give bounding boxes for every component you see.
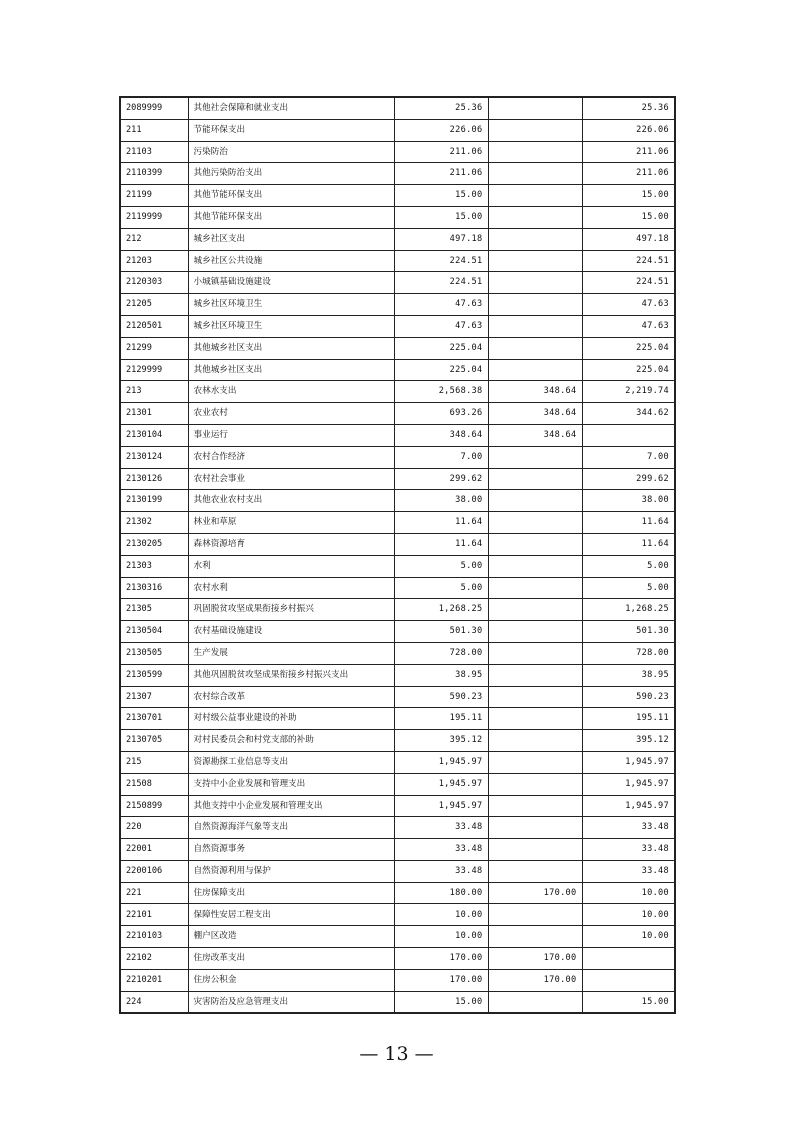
cell-total: 25.36 bbox=[394, 97, 488, 119]
cell-basic bbox=[488, 446, 582, 468]
cell-basic bbox=[488, 315, 582, 337]
cell-total: 11.64 bbox=[394, 533, 488, 555]
cell-code: 2130505 bbox=[120, 642, 188, 664]
cell-project: 1,945.97 bbox=[582, 773, 675, 795]
cell-basic: 348.64 bbox=[488, 424, 582, 446]
cell-name: 农林水支出 bbox=[188, 381, 394, 403]
cell-name: 其他巩固脱贫攻坚成果衔接乡村振兴支出 bbox=[188, 664, 394, 686]
cell-basic bbox=[488, 250, 582, 272]
cell-name: 其他节能环保支出 bbox=[188, 206, 394, 228]
cell-total: 38.00 bbox=[394, 490, 488, 512]
cell-name: 城乡社区环境卫生 bbox=[188, 294, 394, 316]
cell-project: 224.51 bbox=[582, 250, 675, 272]
cell-basic bbox=[488, 926, 582, 948]
cell-code: 2089999 bbox=[120, 97, 188, 119]
table-row bbox=[120, 882, 675, 904]
cell-code: 2119999 bbox=[120, 206, 188, 228]
cell-project: 15.00 bbox=[582, 206, 675, 228]
cell-name: 森林资源培育 bbox=[188, 533, 394, 555]
cell-project bbox=[582, 969, 675, 991]
cell-basic bbox=[488, 141, 582, 163]
cell-project: 225.04 bbox=[582, 359, 675, 381]
table-row bbox=[120, 555, 675, 577]
cell-name: 对村民委员会和村党支部的补助 bbox=[188, 730, 394, 752]
cell-code: 2130126 bbox=[120, 468, 188, 490]
cell-total: 170.00 bbox=[394, 969, 488, 991]
cell-total: 33.48 bbox=[394, 860, 488, 882]
cell-code: 21305 bbox=[120, 599, 188, 621]
cell-basic bbox=[488, 294, 582, 316]
cell-project: 299.62 bbox=[582, 468, 675, 490]
cell-basic bbox=[488, 97, 582, 119]
cell-total: 211.06 bbox=[394, 163, 488, 185]
cell-name: 其他节能环保支出 bbox=[188, 185, 394, 207]
table-row bbox=[120, 817, 675, 839]
table-row bbox=[120, 424, 675, 446]
cell-project: 2,219.74 bbox=[582, 381, 675, 403]
cell-basic bbox=[488, 359, 582, 381]
cell-basic bbox=[488, 621, 582, 643]
cell-project: 1,945.97 bbox=[582, 795, 675, 817]
cell-name: 其他城乡社区支出 bbox=[188, 359, 394, 381]
cell-code: 2200106 bbox=[120, 860, 188, 882]
table-row bbox=[120, 533, 675, 555]
table-row bbox=[120, 839, 675, 861]
table-row bbox=[120, 403, 675, 425]
cell-total: 1,945.97 bbox=[394, 773, 488, 795]
cell-project: 25.36 bbox=[582, 97, 675, 119]
cell-basic bbox=[488, 773, 582, 795]
table-row bbox=[120, 250, 675, 272]
cell-basic bbox=[488, 228, 582, 250]
table-row bbox=[120, 948, 675, 970]
table-row bbox=[120, 642, 675, 664]
cell-basic: 170.00 bbox=[488, 969, 582, 991]
cell-name: 其他污染防治支出 bbox=[188, 163, 394, 185]
table-row bbox=[120, 381, 675, 403]
table-row bbox=[120, 621, 675, 643]
cell-name: 农村合作经济 bbox=[188, 446, 394, 468]
cell-project: 590.23 bbox=[582, 686, 675, 708]
cell-name: 自然资源利用与保护 bbox=[188, 860, 394, 882]
cell-project: 211.06 bbox=[582, 163, 675, 185]
cell-basic bbox=[488, 490, 582, 512]
cell-total: 33.48 bbox=[394, 817, 488, 839]
cell-project: 395.12 bbox=[582, 730, 675, 752]
cell-name: 林业和草原 bbox=[188, 512, 394, 534]
table-row bbox=[120, 359, 675, 381]
cell-basic: 348.64 bbox=[488, 381, 582, 403]
cell-total: 15.00 bbox=[394, 991, 488, 1013]
cell-name: 污染防治 bbox=[188, 141, 394, 163]
cell-project: 497.18 bbox=[582, 228, 675, 250]
table-row bbox=[120, 294, 675, 316]
cell-name: 城乡社区公共设施 bbox=[188, 250, 394, 272]
cell-name: 农业农村 bbox=[188, 403, 394, 425]
cell-code: 2130199 bbox=[120, 490, 188, 512]
cell-code: 21301 bbox=[120, 403, 188, 425]
cell-name: 小城镇基础设施建设 bbox=[188, 272, 394, 294]
cell-project: 1,268.25 bbox=[582, 599, 675, 621]
cell-total: 1,945.97 bbox=[394, 751, 488, 773]
cell-project: 10.00 bbox=[582, 926, 675, 948]
cell-code: 21199 bbox=[120, 185, 188, 207]
cell-basic bbox=[488, 206, 582, 228]
cell-code: 21307 bbox=[120, 686, 188, 708]
page-number: — 13 — bbox=[359, 1043, 434, 1065]
cell-total: 38.95 bbox=[394, 664, 488, 686]
cell-total: 225.04 bbox=[394, 337, 488, 359]
cell-project: 47.63 bbox=[582, 294, 675, 316]
cell-name: 自然资源海洋气象等支出 bbox=[188, 817, 394, 839]
cell-code: 21299 bbox=[120, 337, 188, 359]
cell-project: 5.00 bbox=[582, 577, 675, 599]
table-row bbox=[120, 751, 675, 773]
cell-basic bbox=[488, 991, 582, 1013]
cell-project: 33.48 bbox=[582, 817, 675, 839]
cell-code: 2120501 bbox=[120, 315, 188, 337]
cell-project: 15.00 bbox=[582, 185, 675, 207]
cell-project: 195.11 bbox=[582, 708, 675, 730]
cell-total: 47.63 bbox=[394, 315, 488, 337]
cell-basic bbox=[488, 185, 582, 207]
cell-name: 住房改革支出 bbox=[188, 948, 394, 970]
cell-project: 211.06 bbox=[582, 141, 675, 163]
cell-project: 10.00 bbox=[582, 904, 675, 926]
cell-code: 2130316 bbox=[120, 577, 188, 599]
table-row bbox=[120, 315, 675, 337]
cell-name: 生产发展 bbox=[188, 642, 394, 664]
cell-total: 226.06 bbox=[394, 119, 488, 141]
cell-basic bbox=[488, 555, 582, 577]
cell-project: 225.04 bbox=[582, 337, 675, 359]
cell-code: 220 bbox=[120, 817, 188, 839]
cell-project: 38.00 bbox=[582, 490, 675, 512]
cell-code: 2129999 bbox=[120, 359, 188, 381]
cell-basic bbox=[488, 468, 582, 490]
cell-code: 2210201 bbox=[120, 969, 188, 991]
cell-name: 城乡社区环境卫生 bbox=[188, 315, 394, 337]
cell-code: 2130701 bbox=[120, 708, 188, 730]
cell-basic bbox=[488, 599, 582, 621]
cell-code: 22102 bbox=[120, 948, 188, 970]
cell-name: 农村水利 bbox=[188, 577, 394, 599]
table-row bbox=[120, 206, 675, 228]
cell-project: 38.95 bbox=[582, 664, 675, 686]
table-row bbox=[120, 163, 675, 185]
cell-basic bbox=[488, 817, 582, 839]
cell-name: 巩固脱贫攻坚成果衔接乡村振兴 bbox=[188, 599, 394, 621]
cell-project: 728.00 bbox=[582, 642, 675, 664]
cell-project: 7.00 bbox=[582, 446, 675, 468]
cell-basic bbox=[488, 686, 582, 708]
cell-code: 21203 bbox=[120, 250, 188, 272]
cell-code: 21302 bbox=[120, 512, 188, 534]
cell-code: 212 bbox=[120, 228, 188, 250]
cell-basic bbox=[488, 642, 582, 664]
cell-name: 住房公积金 bbox=[188, 969, 394, 991]
cell-basic bbox=[488, 533, 582, 555]
cell-basic bbox=[488, 664, 582, 686]
cell-basic bbox=[488, 708, 582, 730]
cell-code: 22101 bbox=[120, 904, 188, 926]
budget-table bbox=[119, 96, 676, 1014]
cell-total: 10.00 bbox=[394, 904, 488, 926]
cell-total: 501.30 bbox=[394, 621, 488, 643]
cell-name: 支持中小企业发展和管理支出 bbox=[188, 773, 394, 795]
cell-basic bbox=[488, 272, 582, 294]
cell-name: 其他城乡社区支出 bbox=[188, 337, 394, 359]
cell-total: 693.26 bbox=[394, 403, 488, 425]
table-row bbox=[120, 119, 675, 141]
table-row bbox=[120, 664, 675, 686]
cell-total: 7.00 bbox=[394, 446, 488, 468]
table-row bbox=[120, 468, 675, 490]
cell-project: 15.00 bbox=[582, 991, 675, 1013]
cell-basic: 170.00 bbox=[488, 882, 582, 904]
cell-code: 221 bbox=[120, 882, 188, 904]
cell-basic bbox=[488, 577, 582, 599]
cell-total: 47.63 bbox=[394, 294, 488, 316]
table-row bbox=[120, 795, 675, 817]
cell-name: 事业运行 bbox=[188, 424, 394, 446]
table-row bbox=[120, 926, 675, 948]
cell-basic bbox=[488, 904, 582, 926]
cell-total: 395.12 bbox=[394, 730, 488, 752]
cell-code: 2210103 bbox=[120, 926, 188, 948]
cell-project: 11.64 bbox=[582, 533, 675, 555]
cell-total: 348.64 bbox=[394, 424, 488, 446]
table-row bbox=[120, 969, 675, 991]
table-row bbox=[120, 228, 675, 250]
table-row bbox=[120, 686, 675, 708]
cell-project: 11.64 bbox=[582, 512, 675, 534]
cell-basic bbox=[488, 751, 582, 773]
cell-total: 11.64 bbox=[394, 512, 488, 534]
cell-name: 对村级公益事业建设的补助 bbox=[188, 708, 394, 730]
cell-project: 33.48 bbox=[582, 839, 675, 861]
cell-name: 其他农业农村支出 bbox=[188, 490, 394, 512]
cell-total: 299.62 bbox=[394, 468, 488, 490]
cell-total: 590.23 bbox=[394, 686, 488, 708]
cell-name: 节能环保支出 bbox=[188, 119, 394, 141]
cell-code: 21103 bbox=[120, 141, 188, 163]
cell-code: 2130705 bbox=[120, 730, 188, 752]
table-row bbox=[120, 272, 675, 294]
cell-code: 224 bbox=[120, 991, 188, 1013]
table-row bbox=[120, 599, 675, 621]
cell-total: 170.00 bbox=[394, 948, 488, 970]
cell-code: 2110399 bbox=[120, 163, 188, 185]
cell-basic bbox=[488, 730, 582, 752]
cell-total: 180.00 bbox=[394, 882, 488, 904]
cell-basic bbox=[488, 119, 582, 141]
cell-project: 1,945.97 bbox=[582, 751, 675, 773]
cell-name: 农村综合改革 bbox=[188, 686, 394, 708]
cell-name: 城乡社区支出 bbox=[188, 228, 394, 250]
cell-total: 225.04 bbox=[394, 359, 488, 381]
table-row bbox=[120, 773, 675, 795]
cell-basic bbox=[488, 337, 582, 359]
cell-code: 2150899 bbox=[120, 795, 188, 817]
cell-total: 728.00 bbox=[394, 642, 488, 664]
cell-project: 33.48 bbox=[582, 860, 675, 882]
cell-project: 226.06 bbox=[582, 119, 675, 141]
cell-code: 2120303 bbox=[120, 272, 188, 294]
cell-code: 2130205 bbox=[120, 533, 188, 555]
cell-code: 2130504 bbox=[120, 621, 188, 643]
cell-project bbox=[582, 948, 675, 970]
cell-project: 47.63 bbox=[582, 315, 675, 337]
cell-code: 211 bbox=[120, 119, 188, 141]
table-row bbox=[120, 490, 675, 512]
cell-basic bbox=[488, 512, 582, 534]
budget-table-body bbox=[120, 97, 675, 1013]
table-row bbox=[120, 991, 675, 1013]
cell-project: 344.62 bbox=[582, 403, 675, 425]
cell-total: 10.00 bbox=[394, 926, 488, 948]
cell-total: 1,268.25 bbox=[394, 599, 488, 621]
cell-name: 灾害防治及应急管理支出 bbox=[188, 991, 394, 1013]
cell-code: 2130124 bbox=[120, 446, 188, 468]
cell-code: 21508 bbox=[120, 773, 188, 795]
cell-name: 自然资源事务 bbox=[188, 839, 394, 861]
cell-total: 224.51 bbox=[394, 272, 488, 294]
cell-total: 2,568.38 bbox=[394, 381, 488, 403]
cell-total: 15.00 bbox=[394, 185, 488, 207]
table-row bbox=[120, 446, 675, 468]
table-row bbox=[120, 185, 675, 207]
cell-basic bbox=[488, 163, 582, 185]
cell-total: 15.00 bbox=[394, 206, 488, 228]
cell-name: 住房保障支出 bbox=[188, 882, 394, 904]
table-row bbox=[120, 97, 675, 119]
cell-total: 5.00 bbox=[394, 555, 488, 577]
table-row bbox=[120, 904, 675, 926]
cell-code: 215 bbox=[120, 751, 188, 773]
cell-basic: 170.00 bbox=[488, 948, 582, 970]
table-row bbox=[120, 730, 675, 752]
table-row bbox=[120, 512, 675, 534]
cell-total: 33.48 bbox=[394, 839, 488, 861]
cell-name: 其他支持中小企业发展和管理支出 bbox=[188, 795, 394, 817]
table-row bbox=[120, 577, 675, 599]
cell-project: 10.00 bbox=[582, 882, 675, 904]
cell-total: 211.06 bbox=[394, 141, 488, 163]
table-row bbox=[120, 141, 675, 163]
cell-total: 1,945.97 bbox=[394, 795, 488, 817]
table-row bbox=[120, 337, 675, 359]
cell-code: 22001 bbox=[120, 839, 188, 861]
cell-total: 5.00 bbox=[394, 577, 488, 599]
cell-code: 2130104 bbox=[120, 424, 188, 446]
cell-total: 195.11 bbox=[394, 708, 488, 730]
cell-basic: 348.64 bbox=[488, 403, 582, 425]
cell-name: 资源勘探工业信息等支出 bbox=[188, 751, 394, 773]
cell-project: 5.00 bbox=[582, 555, 675, 577]
cell-total: 497.18 bbox=[394, 228, 488, 250]
cell-project: 501.30 bbox=[582, 621, 675, 643]
cell-name: 农村社会事业 bbox=[188, 468, 394, 490]
cell-basic bbox=[488, 795, 582, 817]
cell-total: 224.51 bbox=[394, 250, 488, 272]
cell-code: 21205 bbox=[120, 294, 188, 316]
cell-name: 水利 bbox=[188, 555, 394, 577]
cell-project bbox=[582, 424, 675, 446]
cell-name: 农村基础设施建设 bbox=[188, 621, 394, 643]
cell-basic bbox=[488, 860, 582, 882]
cell-name: 其他社会保障和就业支出 bbox=[188, 97, 394, 119]
cell-code: 213 bbox=[120, 381, 188, 403]
table-row bbox=[120, 860, 675, 882]
cell-code: 2130599 bbox=[120, 664, 188, 686]
cell-project: 224.51 bbox=[582, 272, 675, 294]
cell-name: 棚户区改造 bbox=[188, 926, 394, 948]
cell-code: 21303 bbox=[120, 555, 188, 577]
cell-basic bbox=[488, 839, 582, 861]
table-row bbox=[120, 708, 675, 730]
cell-name: 保障性安居工程支出 bbox=[188, 904, 394, 926]
